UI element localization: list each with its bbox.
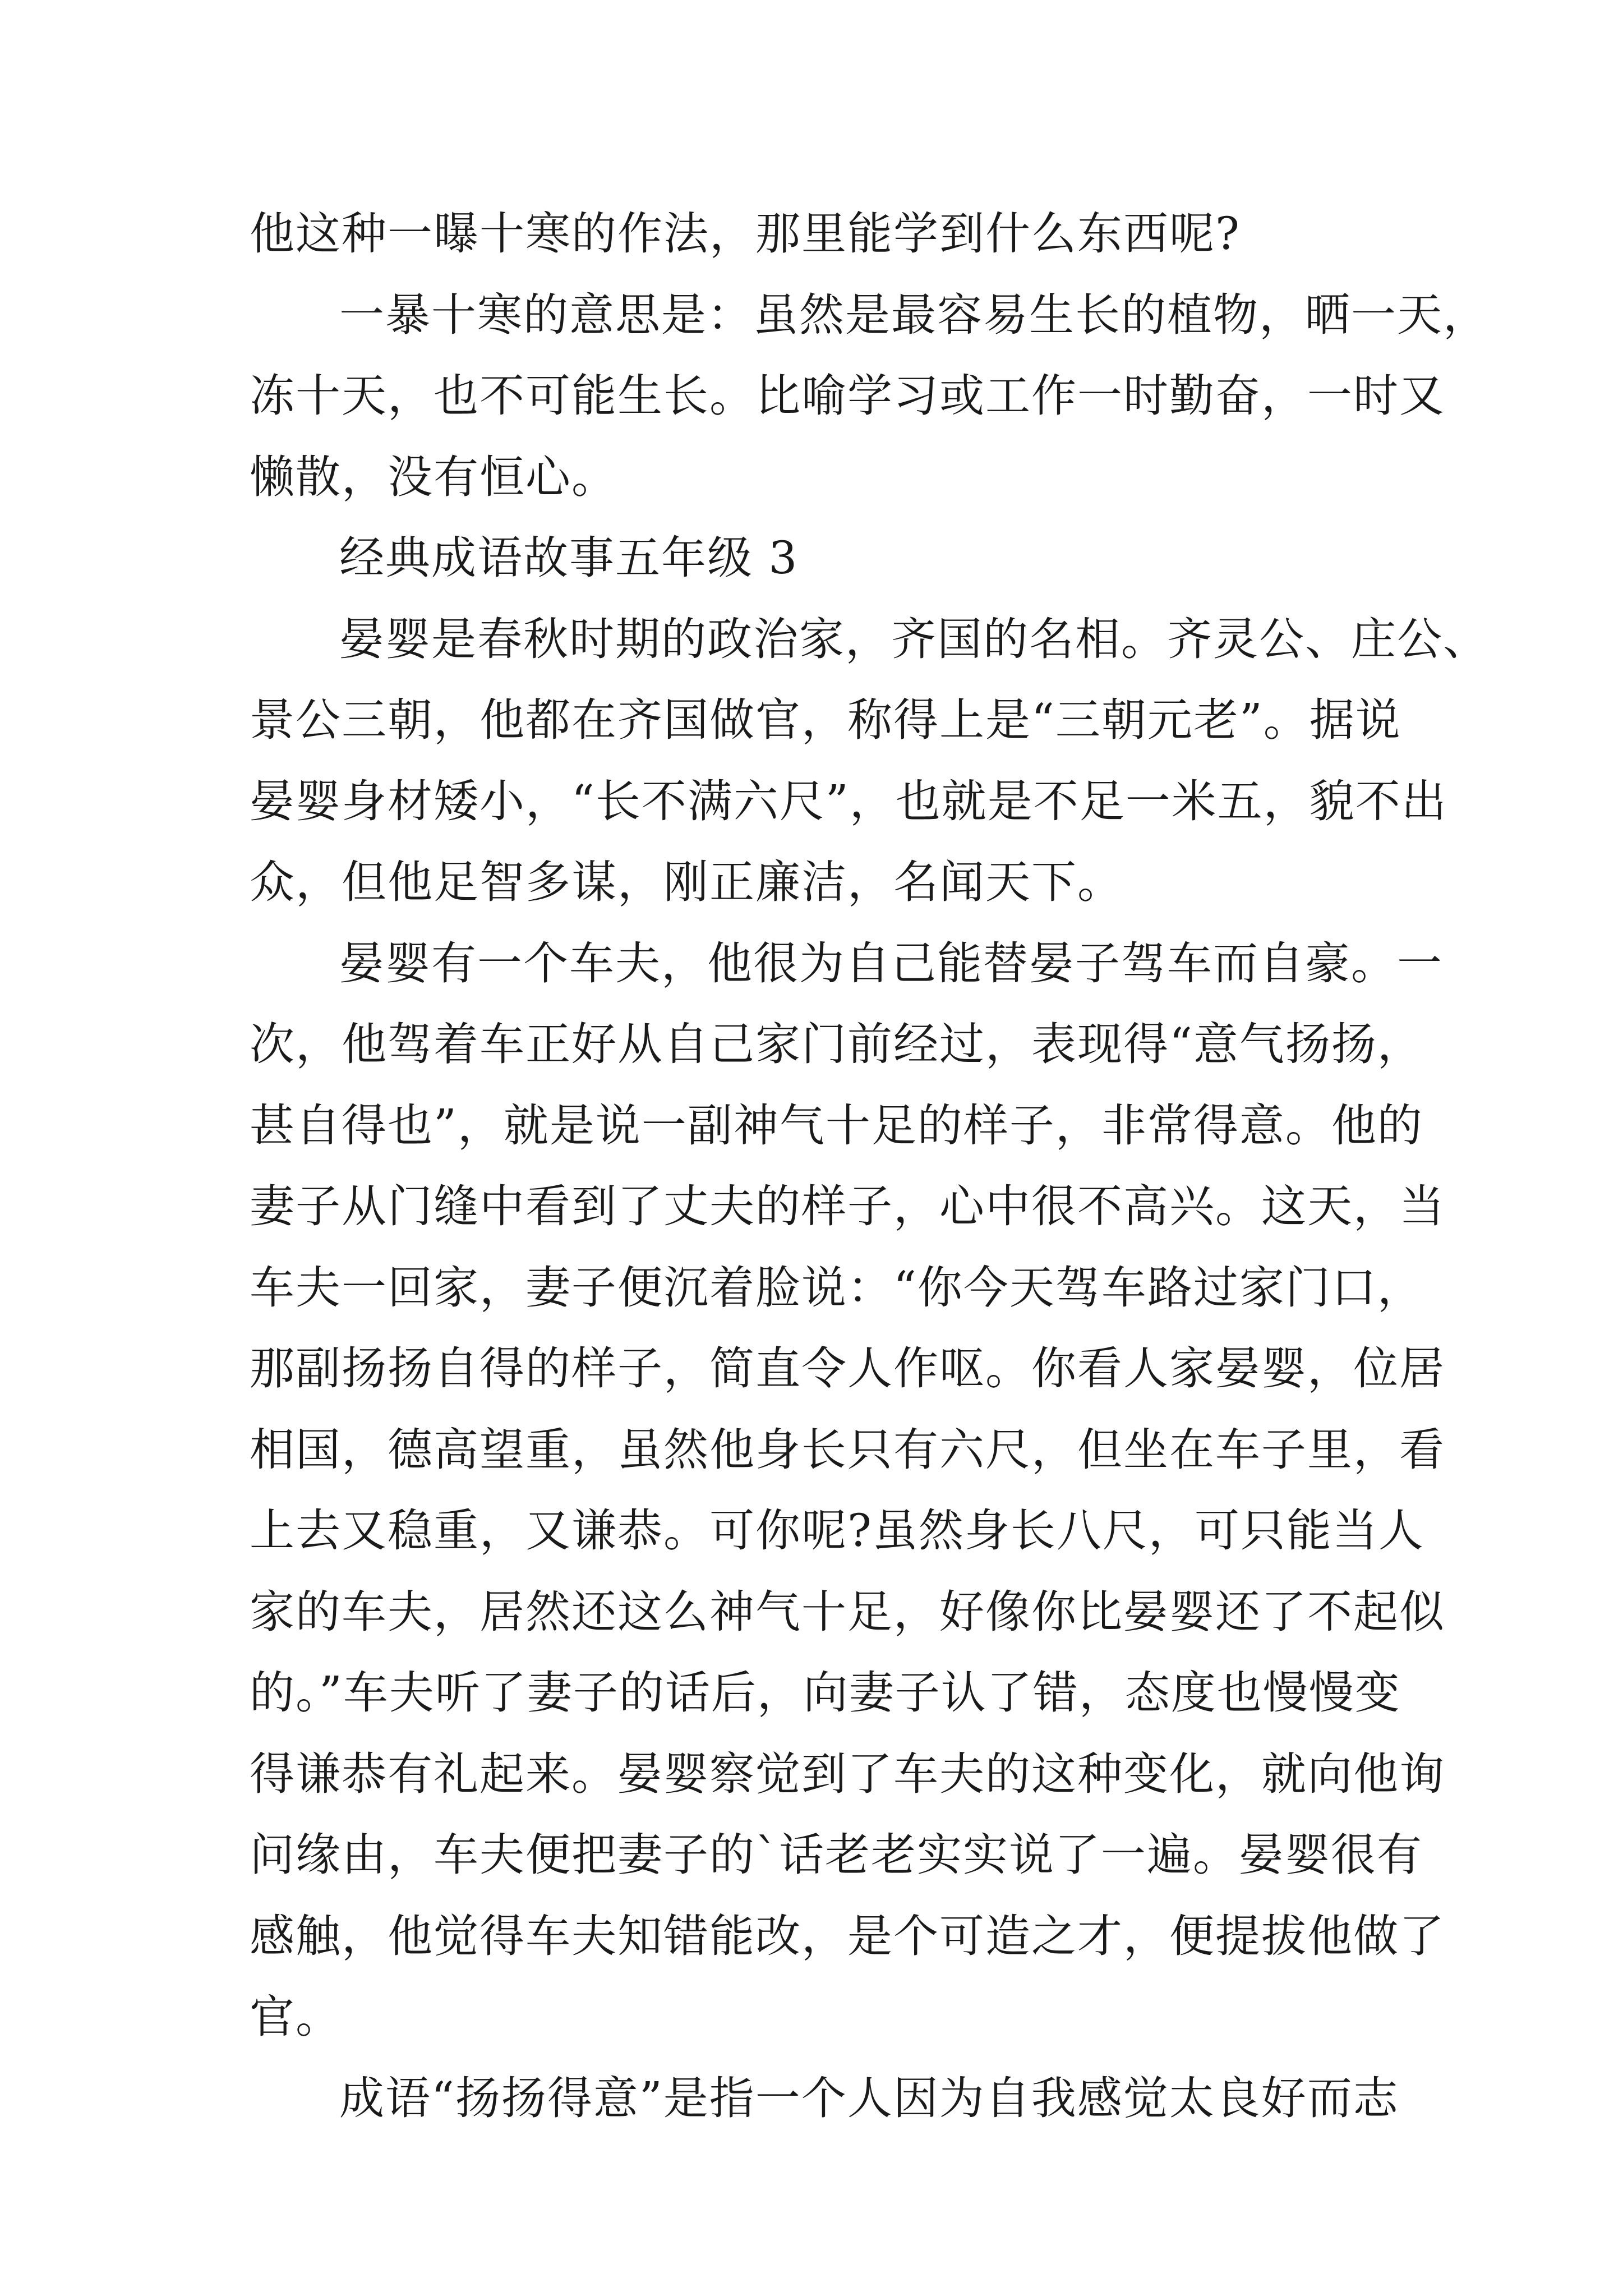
text-line: 他这种一曝十寒的作法，那里能学到什么东西呢? bbox=[250, 208, 1241, 260]
text-line: 晏婴身材矮小，“长不满六尺”，也就是不足一米五，貌不出 bbox=[250, 775, 1447, 827]
text-line: 妻子从门缝中看到了丈夫的样子，心中很不高兴。这天，当 bbox=[250, 1180, 1445, 1232]
text-line: 景公三朝，他都在齐国做官，称得上是“三朝元老”。据说 bbox=[250, 694, 1401, 746]
section-heading: 经典成语故事五年级 3 bbox=[339, 532, 799, 584]
body-text bbox=[250, 194, 1489, 2139]
text-line: 问缘由，车夫便把妻子的`话老老实实说了一遍。晏婴很有 bbox=[250, 1829, 1423, 1881]
text-line: 甚自得也”，就是说一副神气十足的样子，非常得意。他的 bbox=[250, 1099, 1423, 1152]
text-line: 车夫一回家，妻子便沉着脸说：“你今天驾车路过家门口， bbox=[250, 1261, 1423, 1314]
text-line: 家的车夫，居然还这么神气十足，好像你比晏婴还了不起似 bbox=[250, 1585, 1445, 1638]
text-line: 那副扬扬自得的样子，简直令人作呕。你看人家晏婴，位居 bbox=[250, 1342, 1445, 1395]
text-line: 懒散，没有恒心。 bbox=[250, 450, 617, 503]
text-line: 相国，德高望重，虽然他身长只有六尺，但坐在车子里，看 bbox=[250, 1423, 1445, 1476]
text-line: 得谦恭有礼起来。晏婴察觉到了车夫的这种变化，就向他询 bbox=[250, 1747, 1445, 1800]
text-line: 冻十天，也不可能生长。比喻学习或工作一时勤奋，一时又 bbox=[250, 370, 1445, 422]
text-line: 众，但他足智多谋，刚正廉洁，名闻天下。 bbox=[250, 856, 1123, 908]
text-line: 的。”车夫听了妻子的话后，向妻子认了错，态度也慢慢变 bbox=[250, 1667, 1401, 1719]
text-line: 次，他驾着车正好从自己家门前经过，表现得“意气扬扬， bbox=[250, 1018, 1423, 1070]
text-line: 官。 bbox=[250, 1991, 342, 2043]
text-line: 上去又稳重，又谦恭。可你呢?虽然身长八尺，可只能当人 bbox=[250, 1504, 1424, 1557]
paragraph-first-line: 成语“扬扬得意”是指一个人因为自我感觉太良好而志 bbox=[339, 2072, 1399, 2124]
text-line: 感触，他觉得车夫知错能改，是个可造之才，便提拔他做了 bbox=[250, 1910, 1445, 1962]
paragraph-first-line: 晏婴有一个车夫，他很为自己能替晏子驾车而自豪。一 bbox=[339, 937, 1443, 990]
paragraph-first-line: 晏婴是春秋时期的政治家，齐国的名相。齐灵公、庄公、 bbox=[339, 613, 1489, 665]
paragraph-first-line: 一暴十寒的意思是：虽然是最容易生长的植物，晒一天， bbox=[339, 288, 1489, 341]
